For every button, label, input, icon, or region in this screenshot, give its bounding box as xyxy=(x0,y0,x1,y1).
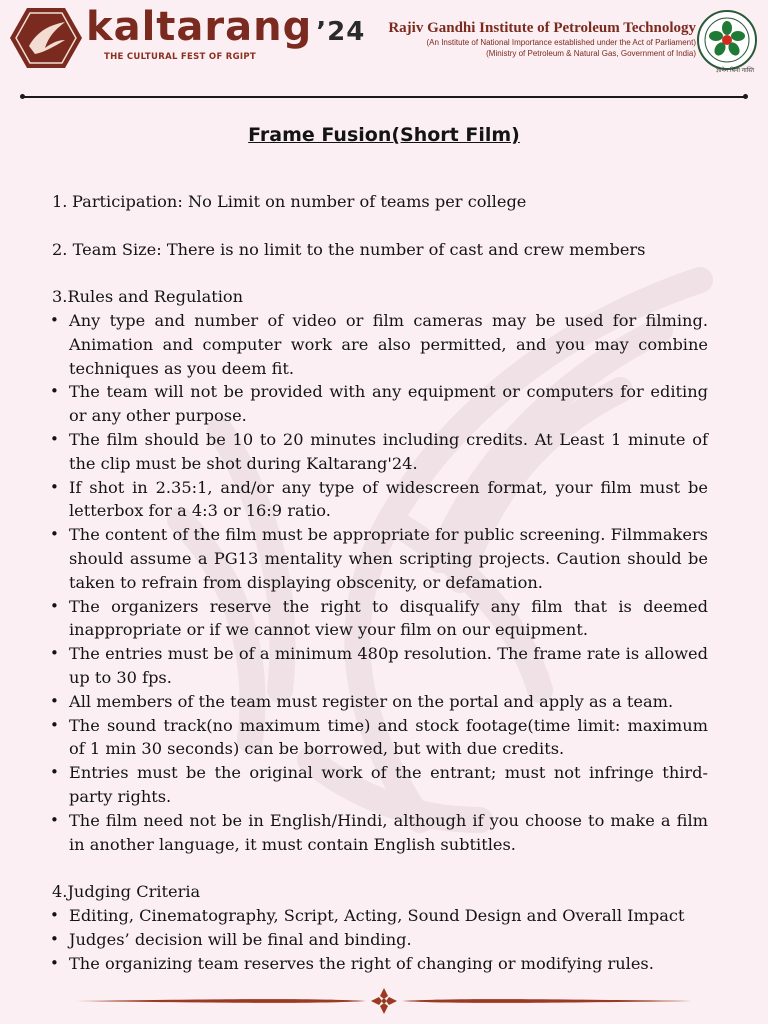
rules-content xyxy=(48,190,708,975)
list-item: • Judges’ decision will be final and binding. xyxy=(48,928,708,952)
brand-name: kaltarang xyxy=(86,4,313,50)
list-item: • The film should be 10 to 20 minutes including credits. At Least 1 minute of the clip must be shot during Kaltarang'24. xyxy=(48,428,708,476)
institute-seal-icon xyxy=(696,8,758,72)
page-title: Frame Fusion(Short Film) xyxy=(248,124,520,146)
judging-heading: 4.Judging Criteria xyxy=(52,882,201,902)
list-item: • The entries must be of a minimum 480p resolution. The frame rate is allowed up to 30 fps. xyxy=(48,642,708,690)
list-item: • The team will not be provided with any equipment or computers for editing or any other purpose. xyxy=(48,380,708,428)
list-item: • All members of the team must register on the portal and apply as a team. xyxy=(48,690,708,714)
participation-text: Participation: No Limit on number of teams per college xyxy=(72,192,527,211)
footer-ornament-icon xyxy=(76,986,692,1016)
brand-wordmark xyxy=(86,4,366,62)
list-item: • The film need not be in English/Hindi, although if you choose to make a film in another language, it must contain English subtitles. xyxy=(48,809,708,857)
brand-tagline: THE CULTURAL FEST OF RGIPT xyxy=(104,52,257,62)
list-item: • The content of the film must be appropriate for public screening. Filmmakers should assume a PG13 mentality when scripting projects. Caution should be taken to refrain from displaying obscenity, or defamation. xyxy=(48,523,708,594)
participation-line xyxy=(48,190,708,214)
institute-line-1: (An Institute of National Importance established under the Act of Parliament) xyxy=(426,38,696,47)
brand-year: ’24 xyxy=(316,17,366,47)
rules-list xyxy=(48,309,708,856)
list-item: • Editing, Cinematography, Script, Acting, Sound Design and Overall Impact xyxy=(48,904,708,928)
judging-list xyxy=(48,904,708,975)
kaltarang-logo-icon xyxy=(9,6,83,70)
rules-heading: 3.Rules and Regulation xyxy=(52,287,244,307)
institute-block xyxy=(388,20,696,59)
page-header xyxy=(0,0,768,90)
list-item: • The sound track(no maximum time) and stock footage(time limit: maximum of 1 min 30 seconds) can be borrowed, but with due credits. xyxy=(48,714,708,762)
participation-number: 1. xyxy=(52,192,68,211)
institute-line-2: (Ministry of Petroleum & Natural Gas, Government of India) xyxy=(486,49,696,58)
list-item: • Entries must be the original work of the entrant; must not infringe third-party rights. xyxy=(48,761,708,809)
list-item: • Any type and number of video or film cameras may be used for filming. Animation and computer work are also permitted, and you may combine techniques as you deem fit. xyxy=(48,309,708,380)
institute-name: Rajiv Gandhi Institute of Petroleum Technology xyxy=(388,20,696,36)
header-divider xyxy=(22,96,746,98)
seal-caption: ज्ञानेन बिना नास्ति xyxy=(716,67,754,74)
list-item: • The organizing team reserves the right of changing or modifying rules. xyxy=(48,952,708,976)
list-item: • If shot in 2.35:1, and/or any type of widescreen format, your film must be letterbox for a 4:3 or 16:9 ratio. xyxy=(48,476,708,524)
list-item: • The organizers reserve the right to disqualify any film that is deemed inappropriate or if we cannot view your film on our equipment. xyxy=(48,595,708,643)
team-size-line: 2. Team Size: There is no limit to the number of cast and crew members xyxy=(52,239,646,259)
